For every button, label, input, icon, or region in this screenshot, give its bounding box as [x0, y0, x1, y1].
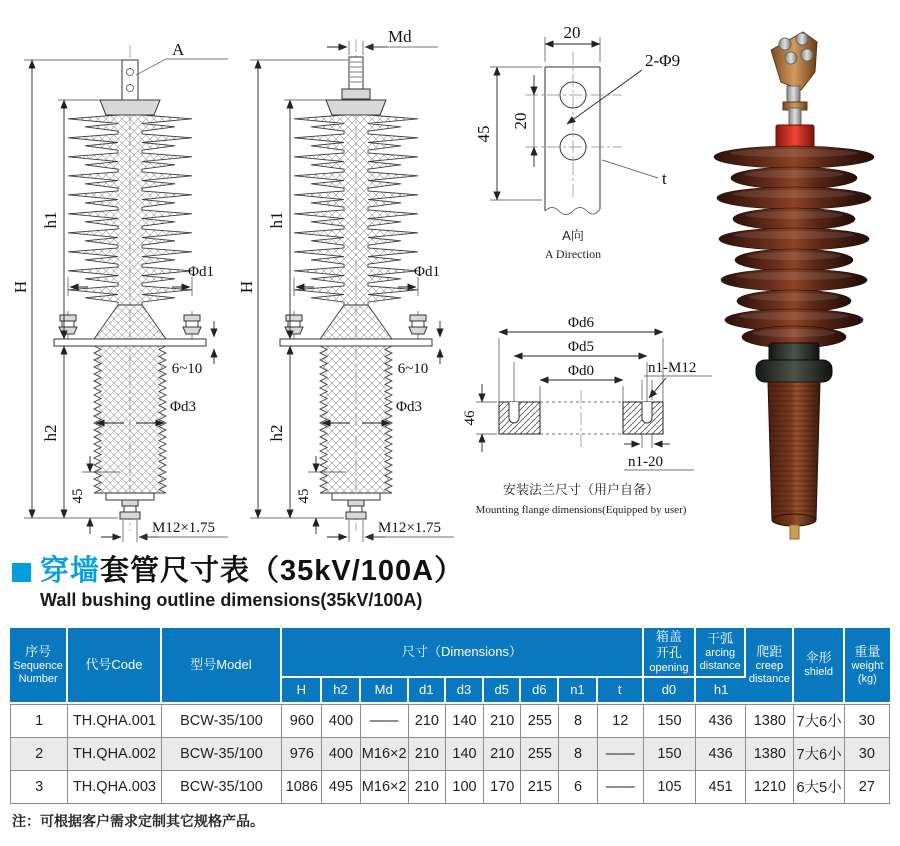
- dim-label-pitch20: 20: [511, 112, 530, 130]
- section-title-block: [12, 556, 464, 611]
- cell: 27: [845, 771, 890, 804]
- dim-label-holes: 2-Φ9: [645, 51, 681, 70]
- cell-code: TH.QHA.002: [68, 738, 161, 771]
- cell: 30: [845, 738, 890, 771]
- dim-label-45: 45: [296, 488, 312, 504]
- cell-model: BCW-35/100: [162, 771, 283, 804]
- cell: 210: [484, 704, 521, 738]
- cell: 140: [446, 704, 484, 738]
- a-direction-drawing: [462, 12, 712, 267]
- red-band: [776, 125, 814, 148]
- cell: 170: [484, 771, 521, 804]
- page-title-rest: 套管尺寸表（35kV/100A）: [100, 555, 465, 587]
- cell: 140: [446, 738, 484, 771]
- title-square-icon: [12, 563, 31, 582]
- col-weight: 重量 weight (kg): [845, 628, 890, 704]
- dim-label-a: A: [172, 40, 185, 59]
- cell: 210: [409, 704, 446, 738]
- cell: M16×2: [361, 738, 409, 771]
- cell: 495: [322, 771, 360, 804]
- table-row: [10, 704, 890, 738]
- cell: ——: [598, 771, 644, 804]
- page-title-highlight: 穿墙: [40, 555, 101, 587]
- dim-label-d1: Φd1: [188, 264, 214, 280]
- dim-label-gap: 6~10: [171, 361, 203, 377]
- bushing-drawing-md: [228, 15, 458, 560]
- flange-caption-cn: 安装法兰尺寸（用户自备）: [502, 482, 660, 497]
- cell-model: BCW-35/100: [162, 738, 283, 771]
- page-title: [40, 556, 464, 588]
- dim-label-n120: n1-20: [628, 454, 663, 470]
- cell: 436: [696, 738, 746, 771]
- col-d3: d3: [446, 678, 484, 704]
- bushing-drawing-a: [2, 15, 232, 560]
- cell: 451: [696, 771, 746, 804]
- dim-label-d3: Φd3: [170, 399, 196, 415]
- a-direction-caption-cn: A向: [562, 228, 584, 243]
- cell-model: BCW-35/100: [162, 704, 283, 738]
- cell: 12: [598, 704, 644, 738]
- col-opening: 箱盖 开孔 opening: [644, 628, 696, 678]
- porcelain-sheds: [714, 146, 874, 348]
- dim-label-h2: h2: [41, 424, 60, 442]
- footer-note: 注：可根据客户需求定制其它规格产品。: [12, 813, 264, 829]
- dim-label-width20: 20: [563, 23, 581, 42]
- col-shield: 伞形 shield: [794, 628, 844, 704]
- col-d1: d1: [409, 678, 446, 704]
- a-direction-caption-en: A Direction: [544, 247, 602, 261]
- dim-label-h1: h1: [267, 211, 286, 229]
- cell: 400: [322, 704, 360, 738]
- col-model: 型号Model: [162, 628, 283, 704]
- table-row: [10, 771, 890, 804]
- cell: 8: [559, 704, 597, 738]
- cell-code: TH.QHA.001: [68, 704, 161, 738]
- flange-drawing: [452, 310, 717, 528]
- dim-label-H: H: [11, 280, 30, 294]
- cell: 6大5小: [794, 771, 844, 804]
- terminal-clamp: [771, 32, 817, 126]
- col-sequence: 序号 Sequence Number: [10, 628, 68, 704]
- dim-label-h2: h2: [267, 424, 286, 442]
- cell: 7大6小: [794, 738, 844, 771]
- col-creep: 爬距 creep distance: [746, 628, 794, 704]
- col-h2: h2: [322, 678, 360, 704]
- dim-label-h1: h1: [41, 211, 60, 229]
- col-t: t: [598, 678, 644, 704]
- col-d6: d6: [521, 678, 559, 704]
- cell: 150: [644, 704, 696, 738]
- shed-stack: [294, 115, 418, 305]
- dim-label-height45: 45: [474, 125, 493, 143]
- cell: M16×2: [361, 771, 409, 804]
- table-header-row-1: [10, 628, 890, 678]
- cell-code: TH.QHA.003: [68, 771, 161, 804]
- cell: 215: [521, 771, 559, 804]
- dim-label-thread: M12×1.75: [152, 520, 216, 536]
- cell: 1210: [746, 771, 794, 804]
- corrugated-body: [94, 346, 166, 493]
- dim-label-gap: 6~10: [397, 361, 429, 377]
- cell: 960: [282, 704, 322, 738]
- flange-caption-en: Mounting flange dimensions(Equipped by user): [475, 504, 687, 516]
- dim-label-t: t: [662, 169, 667, 188]
- dim-label-d6: Φd6: [568, 315, 594, 331]
- cell-seq: 2: [10, 738, 68, 771]
- cell: 8: [559, 738, 597, 771]
- dim-label-46: 46: [462, 410, 478, 426]
- cell: 210: [409, 771, 446, 804]
- shaft-ribs: [769, 386, 819, 516]
- cell: 436: [696, 704, 746, 738]
- cell: 210: [409, 738, 446, 771]
- cell: 1380: [746, 738, 794, 771]
- cell: 6: [559, 771, 597, 804]
- cell: 105: [644, 771, 696, 804]
- cell: 1380: [746, 704, 794, 738]
- dim-label-d3: Φd3: [396, 399, 422, 415]
- cell: 1086: [282, 771, 322, 804]
- cell: 7大6小: [794, 704, 844, 738]
- dim-label-thread: M12×1.75: [378, 520, 442, 536]
- col-H: H: [282, 678, 322, 704]
- dim-label-d5: Φd5: [568, 339, 594, 355]
- page-subtitle: Wall bushing outline dimensions(35kV/100A): [40, 589, 423, 610]
- col-code: 代号Code: [68, 628, 161, 704]
- cell: ——: [598, 738, 644, 771]
- cell: 150: [644, 738, 696, 771]
- col-arcing: 干弧 arcing distance: [696, 628, 746, 678]
- col-h1: h1: [696, 678, 746, 704]
- cell-seq: 3: [10, 771, 68, 804]
- product-photo: [705, 28, 900, 550]
- cell: 210: [484, 738, 521, 771]
- dim-label-md: Md: [388, 27, 412, 46]
- cell: 30: [845, 704, 890, 738]
- col-d5: d5: [484, 678, 521, 704]
- cell: 400: [322, 738, 360, 771]
- cell: 255: [521, 738, 559, 771]
- table-row: [10, 738, 890, 771]
- corrugated-body: [320, 346, 392, 493]
- shed-stack: [68, 115, 192, 305]
- dim-label-n1m12: n1-M12: [648, 360, 697, 376]
- col-Md: Md: [361, 678, 409, 704]
- col-dimensions: 尺寸（Dimensions）: [282, 628, 644, 678]
- cell-seq: 1: [10, 704, 68, 738]
- col-n1: n1: [559, 678, 597, 704]
- dim-label-H: H: [237, 280, 256, 294]
- cell: 100: [446, 771, 484, 804]
- cell: 976: [282, 738, 322, 771]
- dim-label-d0: Φd0: [568, 363, 594, 379]
- col-d0: d0: [644, 678, 696, 704]
- spec-table: [10, 628, 890, 804]
- cell: 255: [521, 704, 559, 738]
- dim-label-d1: Φd1: [414, 264, 440, 280]
- cell: ——: [361, 704, 409, 738]
- dim-label-45: 45: [70, 488, 86, 504]
